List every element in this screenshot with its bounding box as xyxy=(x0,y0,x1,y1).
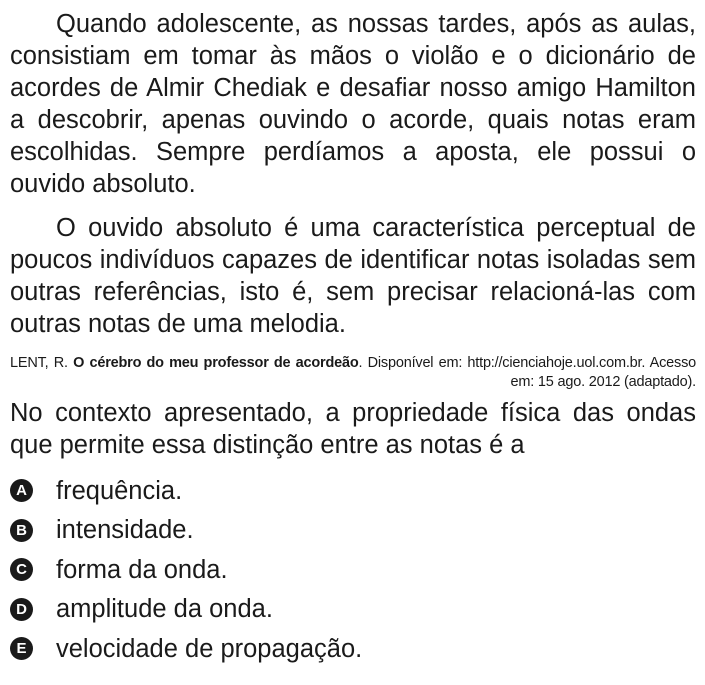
citation-author: LENT, R. xyxy=(10,355,68,371)
citation xyxy=(10,354,696,392)
option-letter-badge: E xyxy=(10,637,33,660)
question-stem: No contexto apresentado, a propriedade física das ondas que permite essa distinção entre as notas é a xyxy=(10,399,696,459)
option-text: frequência. xyxy=(56,476,183,505)
answer-options xyxy=(10,471,696,669)
option-c[interactable] xyxy=(10,550,696,590)
option-a[interactable] xyxy=(10,471,696,511)
option-text: intensidade. xyxy=(56,516,194,545)
option-letter-badge: D xyxy=(10,598,33,621)
option-text: amplitude da onda. xyxy=(56,595,273,624)
citation-source: . Disponível em: http://cienciahoje.uol.com.br. Acesso em: 15 ago. 2012 (adaptado). xyxy=(358,355,696,390)
exam-question xyxy=(10,8,696,685)
option-b[interactable] xyxy=(10,511,696,551)
citation-title: O cérebro do meu professor de acordeão xyxy=(73,355,359,371)
option-letter-badge: C xyxy=(10,558,33,581)
text-paragraph-1: Quando adolescente, as nossas tardes, após as aulas, consistiam em tomar às mãos o violão e o dicionário de acordes de Almir Chediak e desafiar nosso amigo Hamilton a descobrir, apenas ouvindo o acorde, quais notas eram escolhidas. Sempre perdíamos a aposta, ele possui o ouvido absoluto. xyxy=(10,10,696,198)
option-text: velocidade de propagação. xyxy=(56,634,363,663)
option-text: forma da onda. xyxy=(56,555,228,584)
option-letter-badge: B xyxy=(10,519,33,542)
text-paragraph-2: O ouvido absoluto é uma característica perceptual de poucos indivíduos capazes de identificar notas isoladas sem outras referências, isto é, sem precisar relacioná-las com outras notas de uma melodia. xyxy=(10,214,696,338)
option-e[interactable] xyxy=(10,629,696,669)
option-d[interactable] xyxy=(10,590,696,630)
option-letter-badge: A xyxy=(10,479,33,502)
